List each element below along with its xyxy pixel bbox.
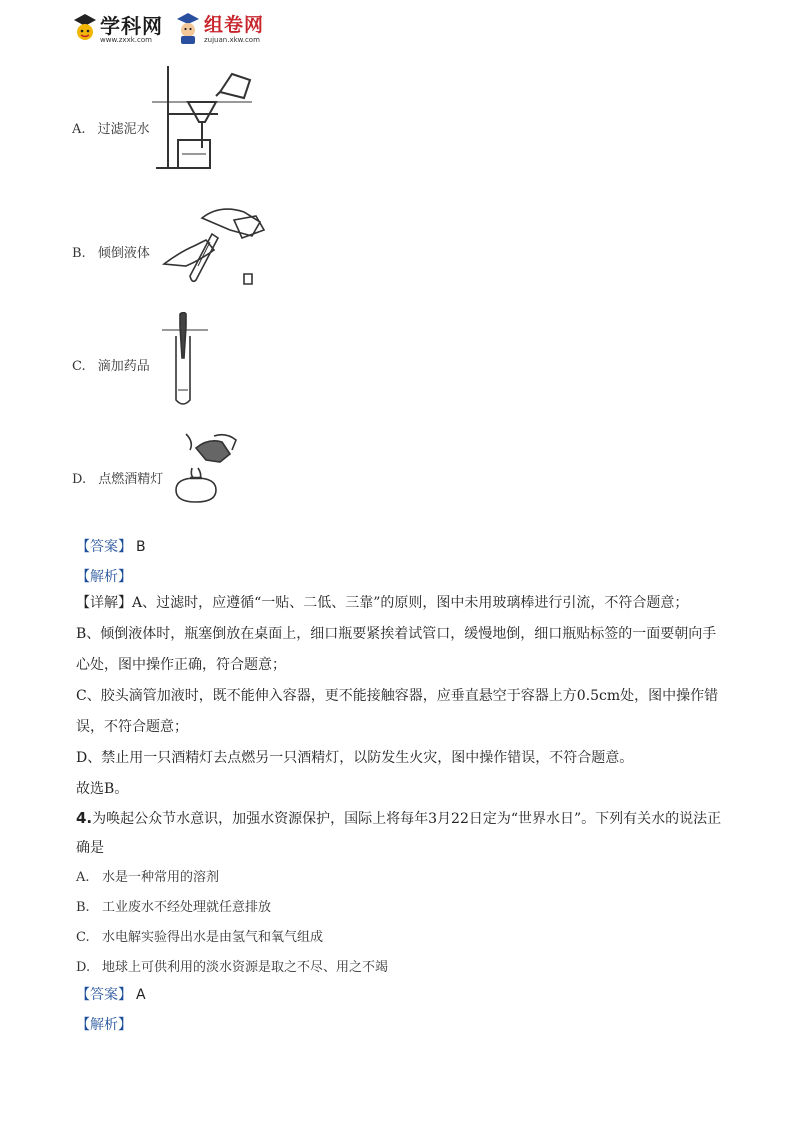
q3-analysis-tag: 【解析】	[76, 569, 132, 585]
option-c	[72, 355, 150, 374]
answer-value: A	[136, 987, 146, 1003]
answer-tag: 【答案】	[76, 987, 132, 1003]
q4-analysis-tag: 【解析】	[76, 1017, 132, 1033]
choice-key: B.	[76, 900, 90, 915]
zxxk-logo	[72, 10, 164, 46]
q4-choice-a	[76, 866, 219, 885]
choice-key: D.	[76, 960, 91, 975]
choice-key: A.	[76, 870, 90, 885]
zujuan-logo	[174, 10, 268, 46]
pouring-figure	[160, 196, 270, 292]
question-number: 4.	[76, 809, 93, 827]
option-a	[72, 118, 150, 137]
q4-choice-d	[76, 956, 388, 975]
q4-answer	[76, 984, 146, 1004]
q3-detail-line-2: B、倾倒液体时，瓶塞倒放在桌面上，细口瓶要紧挨着试管口，缓慢地倒，细口瓶贴标签的一面要朝向手	[76, 626, 717, 642]
graduate-cap-icon	[72, 12, 98, 44]
option-label: 过滤泥水	[97, 122, 150, 137]
logo-title: 学科网	[100, 14, 163, 38]
option-label: 点燃酒精灯	[98, 472, 164, 487]
filtration-figure	[148, 62, 258, 174]
q3-detail-line-4: C、胶头滴管加液时，既不能伸入容器，更不能接触容器，应垂直悬空于容器上方0.5cm处，图中操作错	[76, 688, 719, 704]
q4-stem-line-2: 确是	[76, 840, 104, 856]
choice-text: 水是一种常用的溶剂	[102, 870, 220, 885]
option-d	[72, 468, 163, 487]
alcohol-lamp-figure	[166, 428, 242, 508]
question-stem: 为唤起公众节水意识，加强水资源保护，国际上将每年3月22日定为“世界水日”。下列有关水的说法正	[92, 811, 722, 827]
logo-url: zujuan.xkw.com	[204, 36, 260, 44]
choice-key: C.	[76, 930, 90, 945]
student-icon	[174, 12, 202, 44]
choice-text: 地球上可供利用的淡水资源是取之不尽、用之不竭	[102, 960, 389, 975]
q3-conclusion: 故选B。	[76, 781, 129, 797]
choice-text: 水电解实验得出水是由氢气和氧气组成	[102, 930, 324, 945]
logo-title: 组卷网	[204, 14, 265, 36]
option-key: A.	[72, 122, 86, 137]
q4-stem-line-1	[76, 808, 721, 829]
dropper-figure	[160, 312, 210, 408]
choice-text: 工业废水不经处理就任意排放	[102, 900, 272, 915]
q4-choice-b	[76, 896, 271, 915]
logo-url: www.zxxk.com	[100, 36, 152, 44]
option-key: C.	[72, 359, 86, 374]
option-key: D.	[72, 472, 87, 487]
option-b	[72, 242, 150, 261]
q3-detail-line-1: 【详解】A、过滤时，应遵循“一贴、二低、三靠”的原则，图中未用玻璃棒进行引流，不符合题意；	[76, 595, 689, 611]
q3-detail-line-5: 误，不符合题意；	[76, 719, 188, 735]
option-label: 倾倒液体	[97, 246, 150, 261]
option-label: 滴加药品	[97, 359, 150, 374]
q4-choice-c	[76, 926, 323, 945]
answer-value: B	[136, 539, 146, 555]
q3-answer	[76, 536, 146, 556]
option-key: B.	[72, 246, 86, 261]
answer-tag: 【答案】	[76, 539, 132, 555]
q3-detail-line-6: D、禁止用一只酒精灯去点燃另一只酒精灯，以防发生火灾，图中操作错误，不符合题意。	[76, 750, 634, 766]
q3-detail-line-3: 心处，图中操作正确，符合题意；	[76, 657, 286, 673]
